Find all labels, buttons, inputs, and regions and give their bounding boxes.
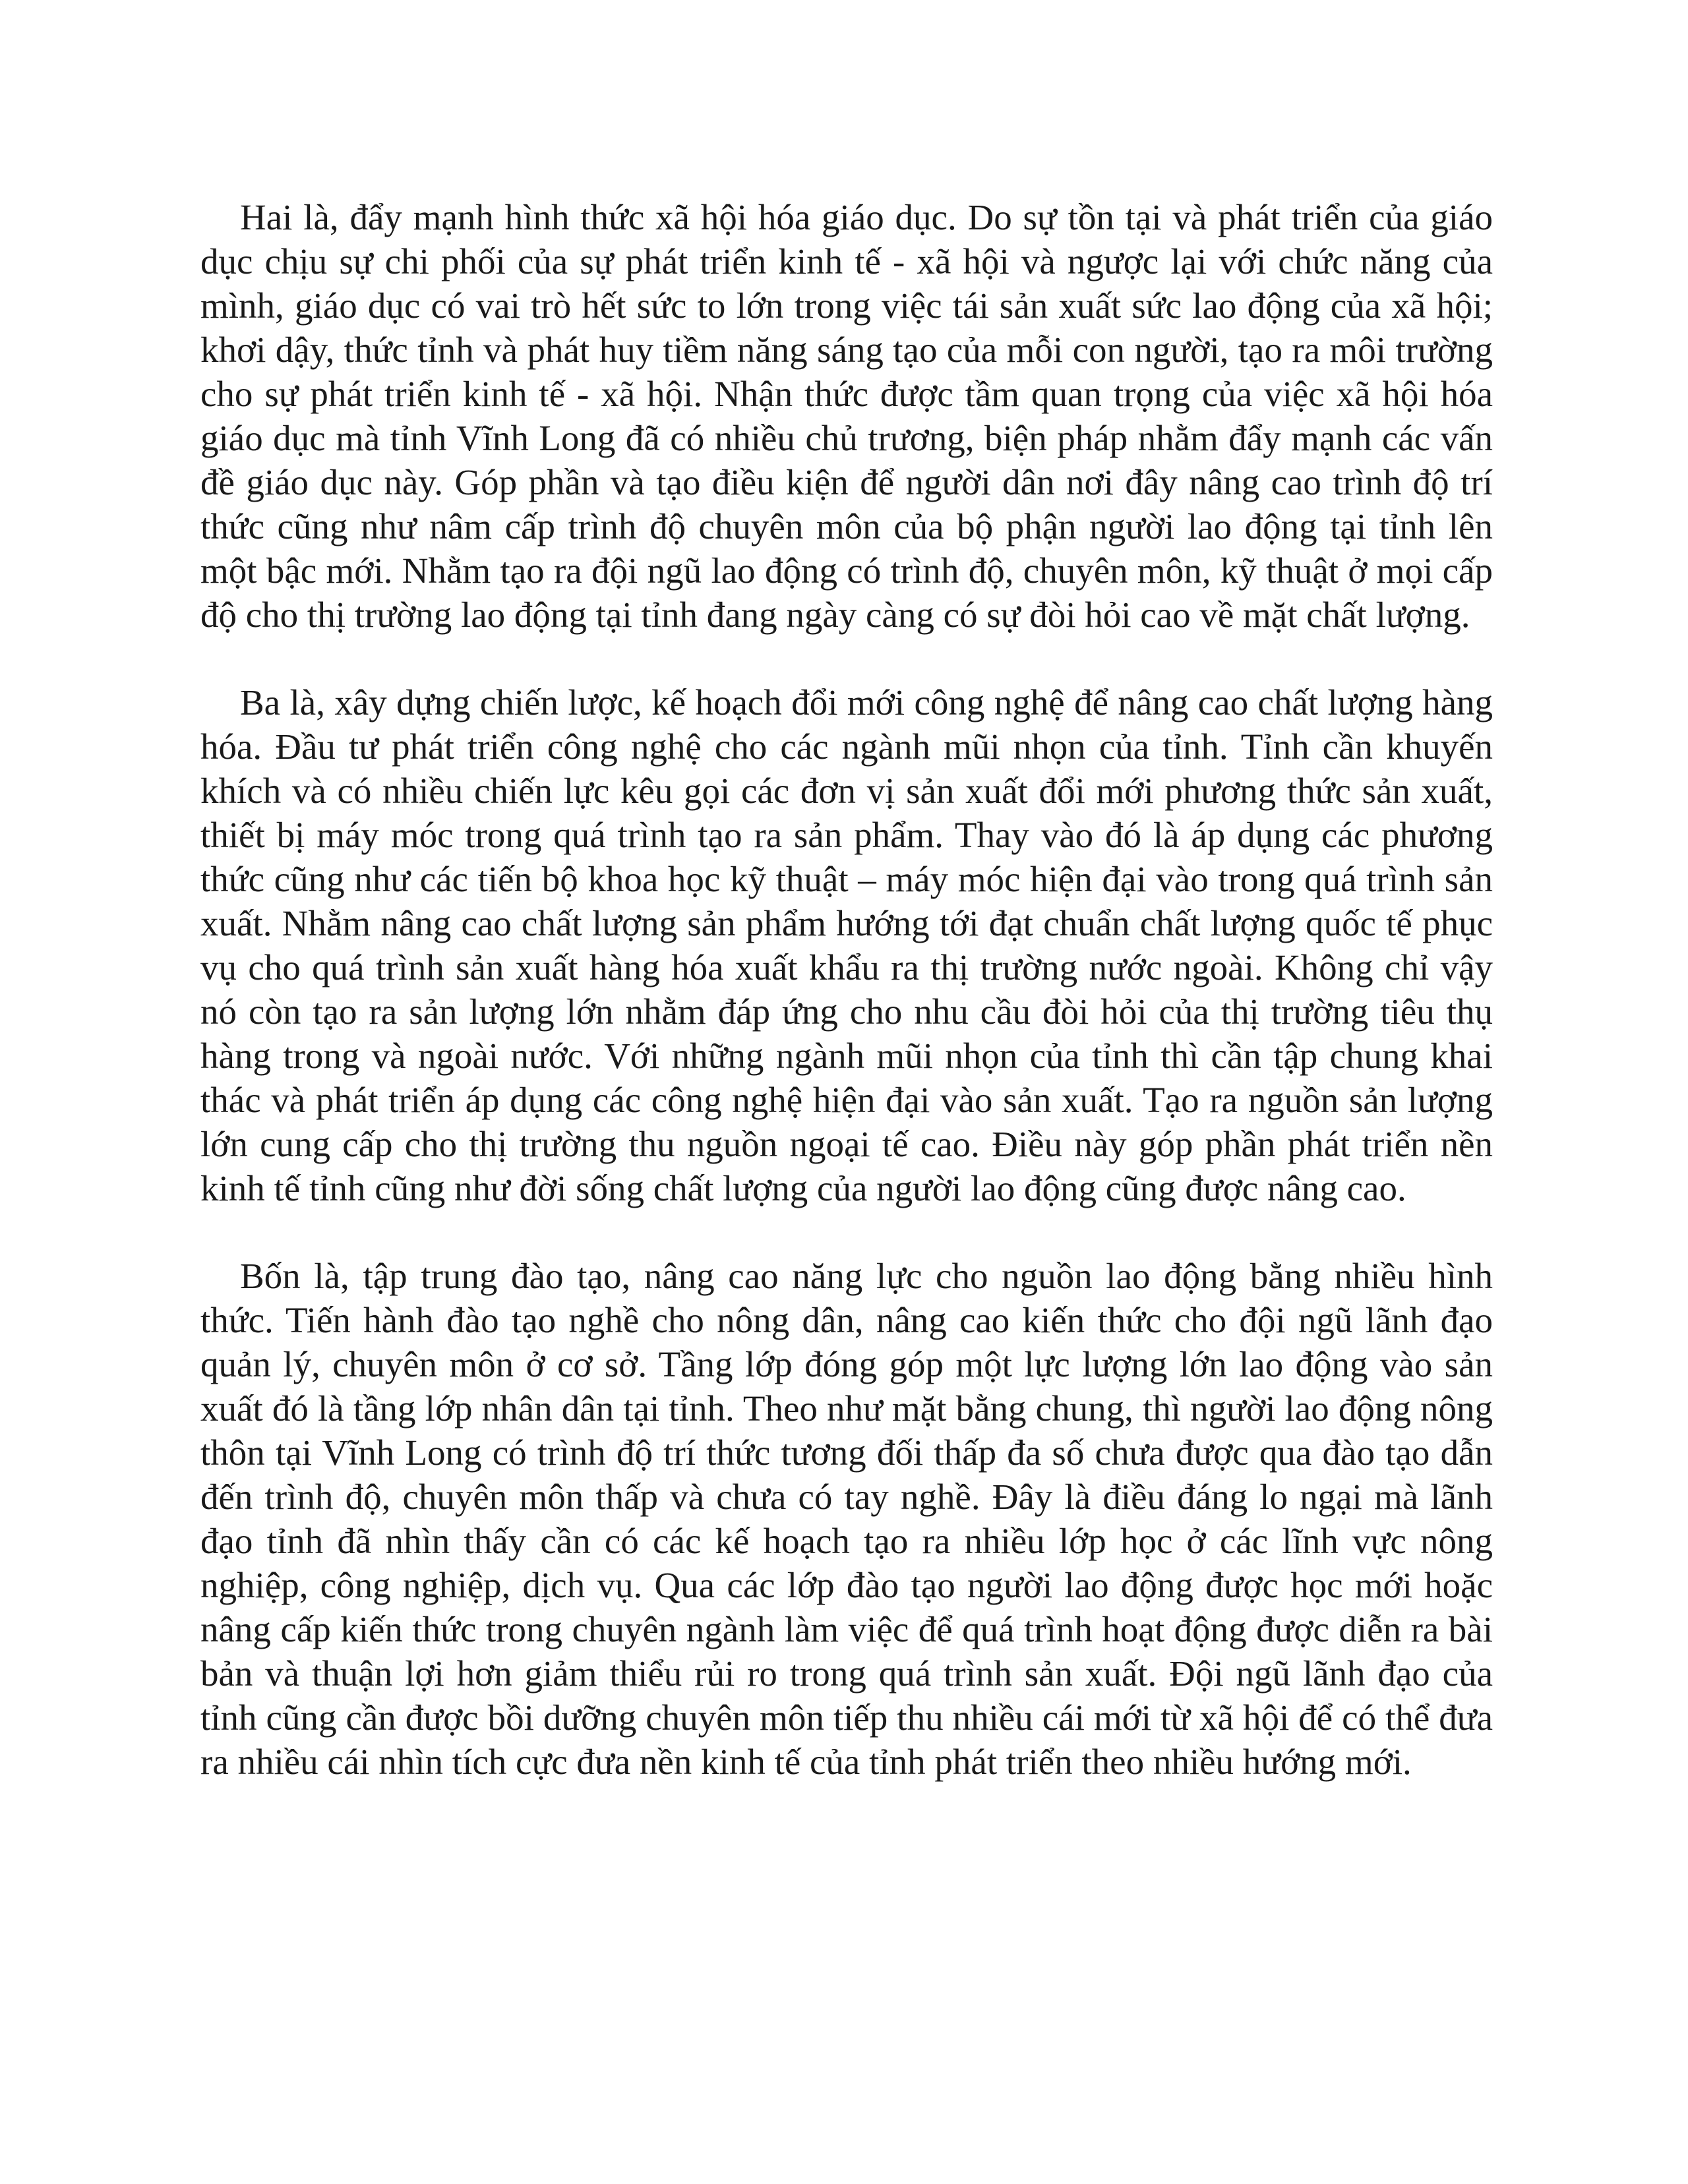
document-body	[200, 195, 1493, 1784]
paragraph-bon-la: Bốn là, tập trung đào tạo, nâng cao năng lực cho nguồn lao động bằng nhiều hình thức. Tiến hành đào tạo nghề cho nông dân, nâng cao kiến thức cho đội ngũ lãnh đạo quản lý, chuyên môn ở cơ sở. Tầng lớp đóng góp một lực lượng lớn lao động vào sản xuất đó là tầng lớp nhân dân tại tỉnh. Theo như mặt bằng chung, thì người lao động nông thôn tại Vĩnh Long có trình độ trí thức tương đối thấp đa số chưa được qua đào tạo dẫn đến trình độ, chuyên môn thấp và chưa có tay nghề. Đây là điều đáng lo ngại mà lãnh đạo tỉnh đã nhìn thấy cần có các kế hoạch tạo ra nhiều lớp học ở các lĩnh vực nông nghiệp, công nghiệp, dịch vụ. Qua các lớp đào tạo người lao động được học mới hoặc nâng cấp kiến thức trong chuyên ngành làm việc để quá trình hoạt động được diễn ra bài bản và thuận lợi hơn giảm thiểu rủi ro trong quá trình sản xuất. Đội ngũ lãnh đạo của tỉnh cũng cần được bồi dưỡng chuyên môn tiếp thu nhiều cái mới từ xã hội để có thể đưa ra nhiều cái nhìn tích cực đưa nền kinh tế của tỉnh phát triển theo nhiều hướng mới.	[200, 1256, 1493, 1782]
paragraph-ba-la: Ba là, xây dựng chiến lược, kế hoạch đổi mới công nghệ để nâng cao chất lượng hàng hóa. Đầu tư phát triển công nghệ cho các ngành mũi nhọn của tỉnh. Tỉnh cần khuyến khích và có nhiều chiến lực kêu gọi các đơn vị sản xuất đổi mới phương thức sản xuất, thiết bị máy móc trong quá trình tạo ra sản phẩm. Thay vào đó là áp dụng các phương thức cũng như các tiến bộ khoa học kỹ thuật – máy móc hiện đại vào trong quá trình sản xuất. Nhằm nâng cao chất lượng sản phẩm hướng tới đạt chuẩn chất lượng quốc tế phục vụ cho quá trình sản xuất hàng hóa xuất khẩu ra thị trường nước ngoài. Không chỉ vậy nó còn tạo ra sản lượng lớn nhằm đáp ứng cho nhu cầu đòi hỏi của thị trường tiêu thụ hàng trong và ngoài nước. Với những ngành mũi nhọn của tỉnh thì cần tập chung khai thác và phát triển áp dụng các công nghệ hiện đại vào sản xuất. Tạo ra nguồn sản lượng lớn cung cấp cho thị trường thu nguồn ngoại tế cao. Điều này góp phần phát triển nền kinh tế tỉnh cũng như đời sống chất lượng của người lao động cũng được nâng cao.	[200, 682, 1493, 1208]
paragraph-hai-la: Hai là, đẩy mạnh hình thức xã hội hóa giáo dục. Do sự tồn tại và phát triển của giáo dục chịu sự chi phối của sự phát triển kinh tế - xã hội và ngược lại với chức năng của mình, giáo dục có vai trò hết sức to lớn trong việc tái sản xuất sức lao động của xã hội; khơi dậy, thức tỉnh và phát huy tiềm năng sáng tạo của mỗi con người, tạo ra môi trường cho sự phát triển kinh tế - xã hội. Nhận thức được tầm quan trọng của việc xã hội hóa giáo dục mà tỉnh Vĩnh Long đã có nhiều chủ trương, biện pháp nhằm đẩy mạnh các vấn đề giáo dục này. Góp phần và tạo điều kiện để người dân nơi đây nâng cao trình độ trí thức cũng như nâm cấp trình độ chuyên môn của bộ phận người lao động tại tỉnh lên một bậc mới. Nhằm tạo ra đội ngũ lao động có trình độ, chuyên môn, kỹ thuật ở mọi cấp độ cho thị trường lao động tại tỉnh đang ngày càng có sự đòi hỏi cao về mặt chất lượng.	[200, 197, 1493, 635]
